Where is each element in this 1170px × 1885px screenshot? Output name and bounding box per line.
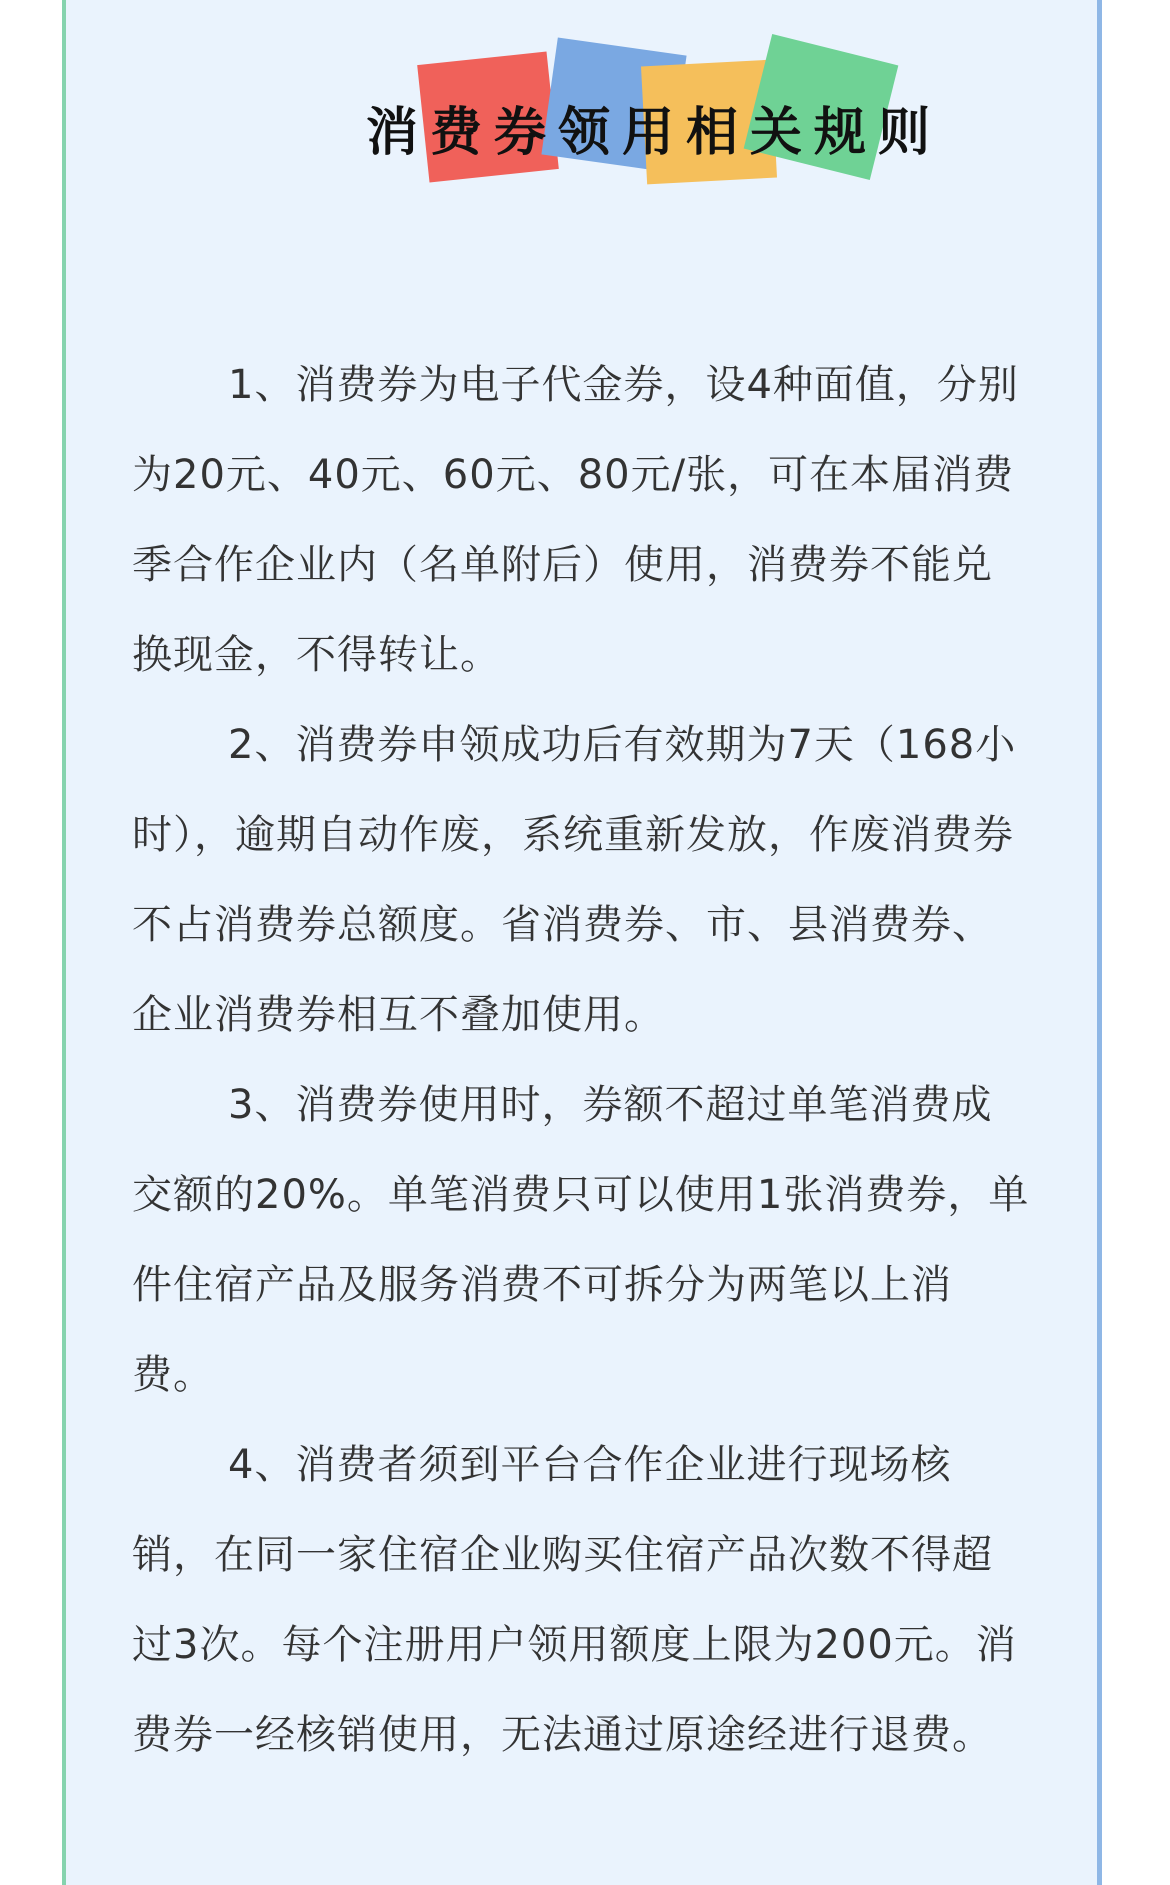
rules-content (132, 340, 1032, 1780)
rule-paragraph-4: 4、消费者须到平台合作企业进行现场核销，在同一家住宿企业购买住宿产品次数不得超过3次。每个注册用户领用额度上限为200元。消费券一经核销使用，无法通过原途经进行退费。 (132, 1442, 1017, 1758)
title-banner (366, 38, 943, 208)
rule-paragraph-2: 2、消费券申领成功后有效期为7天（168小时），逾期自动作废，系统重新发放，作废消费券不占消费券总额度。省消费券、市、县消费券、企业消费券相互不叠加使用。 (132, 722, 1017, 1038)
page-title: 消费券领用相关规则 (366, 103, 943, 163)
rule-paragraph-1: 1、消费券为电子代金券，设4种面值，分别为20元、40元、60元、80元/张，可在本届消费季合作企业内（名单附后）使用，消费券不能兑换现金，不得转让。 (132, 362, 1019, 678)
rule-paragraph-3: 3、消费券使用时，券额不超过单笔消费成交额的20%。单笔消费只可以使用1张消费券，单件住宿产品及服务消费不可拆分为两笔以上消费。 (132, 1082, 1030, 1398)
